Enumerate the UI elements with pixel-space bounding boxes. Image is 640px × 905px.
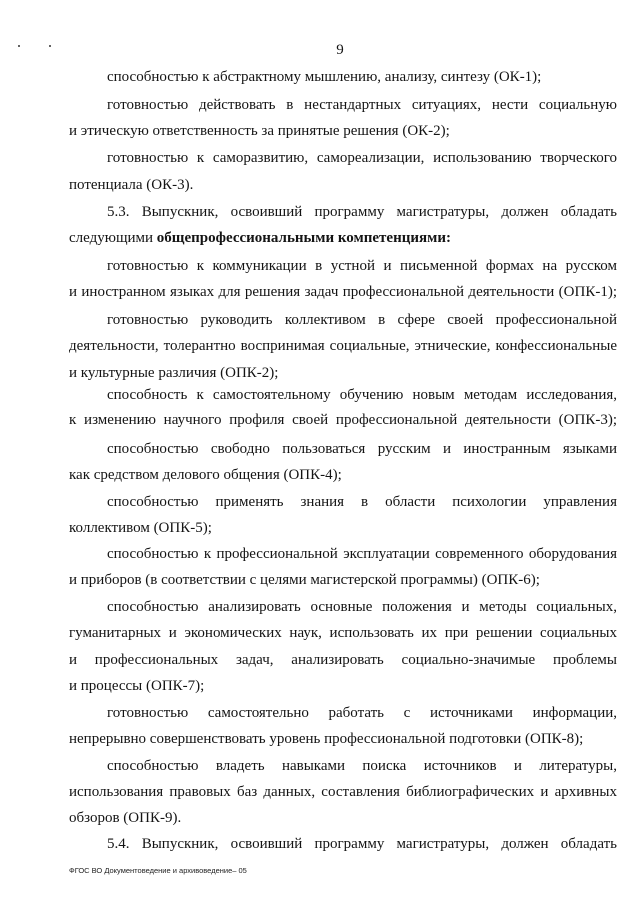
text-line: и профессиональных задач, анализировать социально-значимые проблемы	[69, 652, 617, 668]
text-line: готовностью действовать в нестандартных ситуациях, нести социальную	[107, 97, 617, 113]
text-line: готовностью к саморазвитию, самореализации, использованию творческого	[107, 150, 617, 166]
text-line: 5.4. Выпускник, освоивший программу магистратуры, должен обладать	[107, 836, 617, 852]
text-line: и культурные различия (ОПК-2);	[69, 365, 279, 381]
text-line: способностью к абстрактному мышлению, анализу, синтезу (ОК-1);	[107, 69, 542, 85]
text-bold-heading: общепрофессиональными компетенциями:	[156, 230, 451, 246]
text-line: способностью свободно пользоваться русским и иностранным языками	[107, 441, 617, 457]
text-line: к изменению научного профиля своей профессиональной деятельности (ОПК-3);	[69, 412, 617, 428]
text-line: способность к самостоятельному обучению новым методам исследования,	[107, 387, 617, 403]
text-line: 5.3. Выпускник, освоивший программу магистратуры, должен обладать	[107, 204, 617, 220]
text-line: и иностранном языках для решения задач профессиональной деятельности (ОПК-1);	[69, 284, 617, 300]
text-line: непрерывно совершенствовать уровень профессиональной подготовки (ОПК-8);	[69, 731, 584, 747]
text-line: обзоров (ОПК-9).	[69, 810, 182, 826]
footer-note: ФГОС ВО Документоведение и архивоведение– 05	[69, 866, 247, 875]
text-line: готовностью руководить коллективом в сфере своей профессиональной	[107, 312, 617, 328]
text-line-with-bold	[69, 229, 617, 248]
text-line: готовностью самостоятельно работать с источниками информации,	[107, 705, 617, 721]
text-line: использования правовых баз данных, составления библиографических и архивных	[69, 784, 617, 800]
text-line: способностью применять знания в области психологии управления	[107, 494, 617, 510]
text-line: и этическую ответственность за принятые решения (ОК-2);	[69, 123, 450, 139]
text-line: как средством делового общения (ОПК-4);	[69, 467, 342, 483]
page-number: 9	[336, 42, 344, 58]
text-line: потенциала (ОК-3).	[69, 177, 194, 193]
text-line: способностью владеть навыками поиска источников и литературы,	[107, 758, 617, 774]
text-line: способностью анализировать основные положения и методы социальных,	[107, 599, 617, 615]
text-line: готовностью к коммуникации в устной и письменной формах на русском	[107, 258, 617, 274]
text-plain: следующими	[69, 230, 157, 246]
text-line: коллективом (ОПК-5);	[69, 520, 212, 536]
text-line: и процессы (ОПК-7);	[69, 678, 205, 694]
text-line: деятельности, толерантно воспринимая социальные, этнические, конфессиональные	[69, 338, 617, 354]
text-line: гуманитарных и экономических наук, использовать их при решении социальных	[69, 625, 617, 641]
text-line: способностью к профессиональной эксплуатации современного оборудования	[107, 546, 617, 562]
text-line: и приборов (в соответствии с целями магистерской программы) (ОПК-6);	[69, 572, 540, 588]
